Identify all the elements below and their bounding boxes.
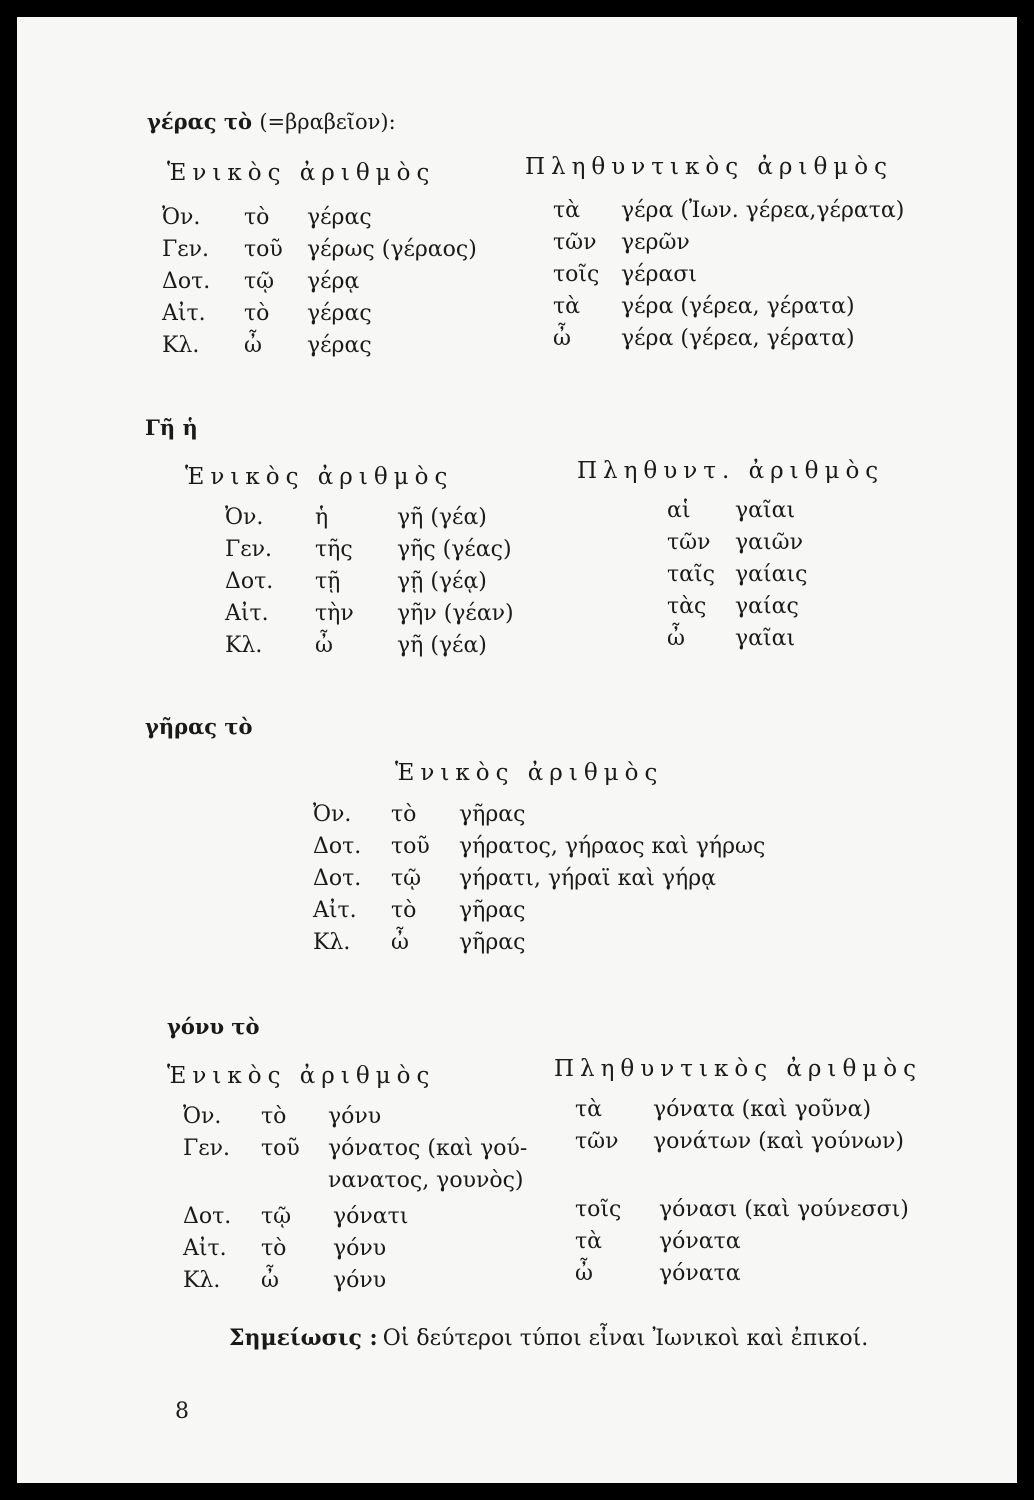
plural-header: Πληθυντ. ἀριθμὸς [577,458,885,484]
table-row: Δοτ. τῷ γόνατι [183,1204,409,1229]
table-row: Κλ. ὦ γέρας [162,333,372,358]
table-row: ταῖς γαίαις [667,562,808,587]
singular-table [313,799,766,959]
table-row-spacer [575,1158,582,1190]
singular-table [162,202,477,362]
table-row: Γεν. τοῦ γόνατος (καὶ γού- [183,1136,528,1161]
table-row: Ὀν. τὸ γῆρας [313,802,526,827]
table-row: Κλ. ὦ γῆ (γέα) [225,633,487,658]
table-row: ὦ γόνατα [575,1261,741,1286]
lemma-geras: γέρας τὸ (=βραβεῖον): [147,109,396,134]
table-row: Ὀν. ἡ γῆ (γέα) [225,505,487,530]
table-row: τὰς γαίας [667,594,799,619]
table-row: Ὀν. τὸ γόνυ [183,1104,382,1129]
table-row: τῶν γερῶν [553,230,690,255]
page-number: 8 [175,1399,189,1424]
table-row: Γεν. τοῦ γέρως (γέραος) [162,237,477,262]
table-row: αἱ γαῖαι [667,498,796,523]
table-row: Δοτ. τῷ γέρᾳ [162,269,360,294]
table-row: τῶν γονάτων (καὶ γούνων) [575,1129,904,1154]
table-row: τὰ γόνατα [575,1229,741,1254]
note [229,1325,868,1351]
table-row: τὰ γέρα (Ἰων. γέρεα,γέρατα) [553,198,905,223]
table-row: Δοτ. τοῦ γήρατος, γήραος καὶ γήρως [313,834,766,859]
singular-header: Ἑνικὸς ἀριθμὸς [167,1063,436,1089]
table-row: ὦ γέρα (γέρεα, γέρατα) [553,326,855,351]
table-row: Δοτ. τῇ γῇ (γέᾳ) [225,569,487,594]
singular-header: Ἑνικὸς ἀριθμὸς [395,760,664,786]
lemma-ge: Γῆ ἡ [145,415,198,440]
table-row: Αἰτ. τὸ γῆρας [313,898,526,923]
book-page [17,17,1017,1483]
plural-table [575,1094,909,1290]
lemma-gonu: γόνυ τὸ [167,1014,260,1039]
note-label: Σημείωσις : [229,1325,378,1351]
lemma-geras-oldage: γῆρας τὸ [145,714,253,739]
table-row: τοῖς γόνασι (καὶ γούνεσσι) [575,1197,909,1222]
plural-header: Πληθυντικὸς ἀριθμὸς [554,1056,922,1082]
table-row: Δοτ. τῷ γήρατι, γήραϊ καὶ γήρᾳ [313,866,716,891]
plural-table [553,195,905,355]
note-text: Οἱ δεύτεροι τύποι εἶναι Ἰωνικοὶ καὶ ἐπικοί. [382,1326,869,1351]
singular-table [225,502,514,662]
table-row-continuation: νανατος, γουνὸς) [328,1168,524,1193]
table-row: Αἰτ. τὸ γέρας [162,301,372,326]
singular-table [183,1101,528,1297]
table-row: τῶν γαιῶν [667,530,803,555]
table-row: Γεν. τῆς γῆς (γέας) [225,537,512,562]
table-row: Ὀν. τὸ γέρας [162,205,372,230]
table-row: τὰ γέρα (γέρεα, γέρατα) [553,294,855,319]
table-row: ὦ γαῖαι [667,626,796,651]
table-row: Αἰτ. τὴν γῆν (γέαν) [225,601,514,626]
table-row: τὰ γόνατα (καὶ γοῦνα) [575,1097,872,1122]
table-row: τοῖς γέρασι [553,262,697,287]
plural-header: Πληθυντικὸς ἀριθμὸς [525,154,893,180]
table-row: Κλ. ὦ γόνυ [183,1268,387,1293]
table-row: Κλ. ὦ γῆρας [313,930,526,955]
plural-table [667,495,808,655]
table-row: Αἰτ. τὸ γόνυ [183,1236,387,1261]
lemma-gloss: (=βραβεῖον): [259,110,396,134]
singular-header: Ἑνικὸς ἀριθμὸς [167,160,436,186]
singular-header: Ἑνικὸς ἀριθμὸς [185,464,454,490]
